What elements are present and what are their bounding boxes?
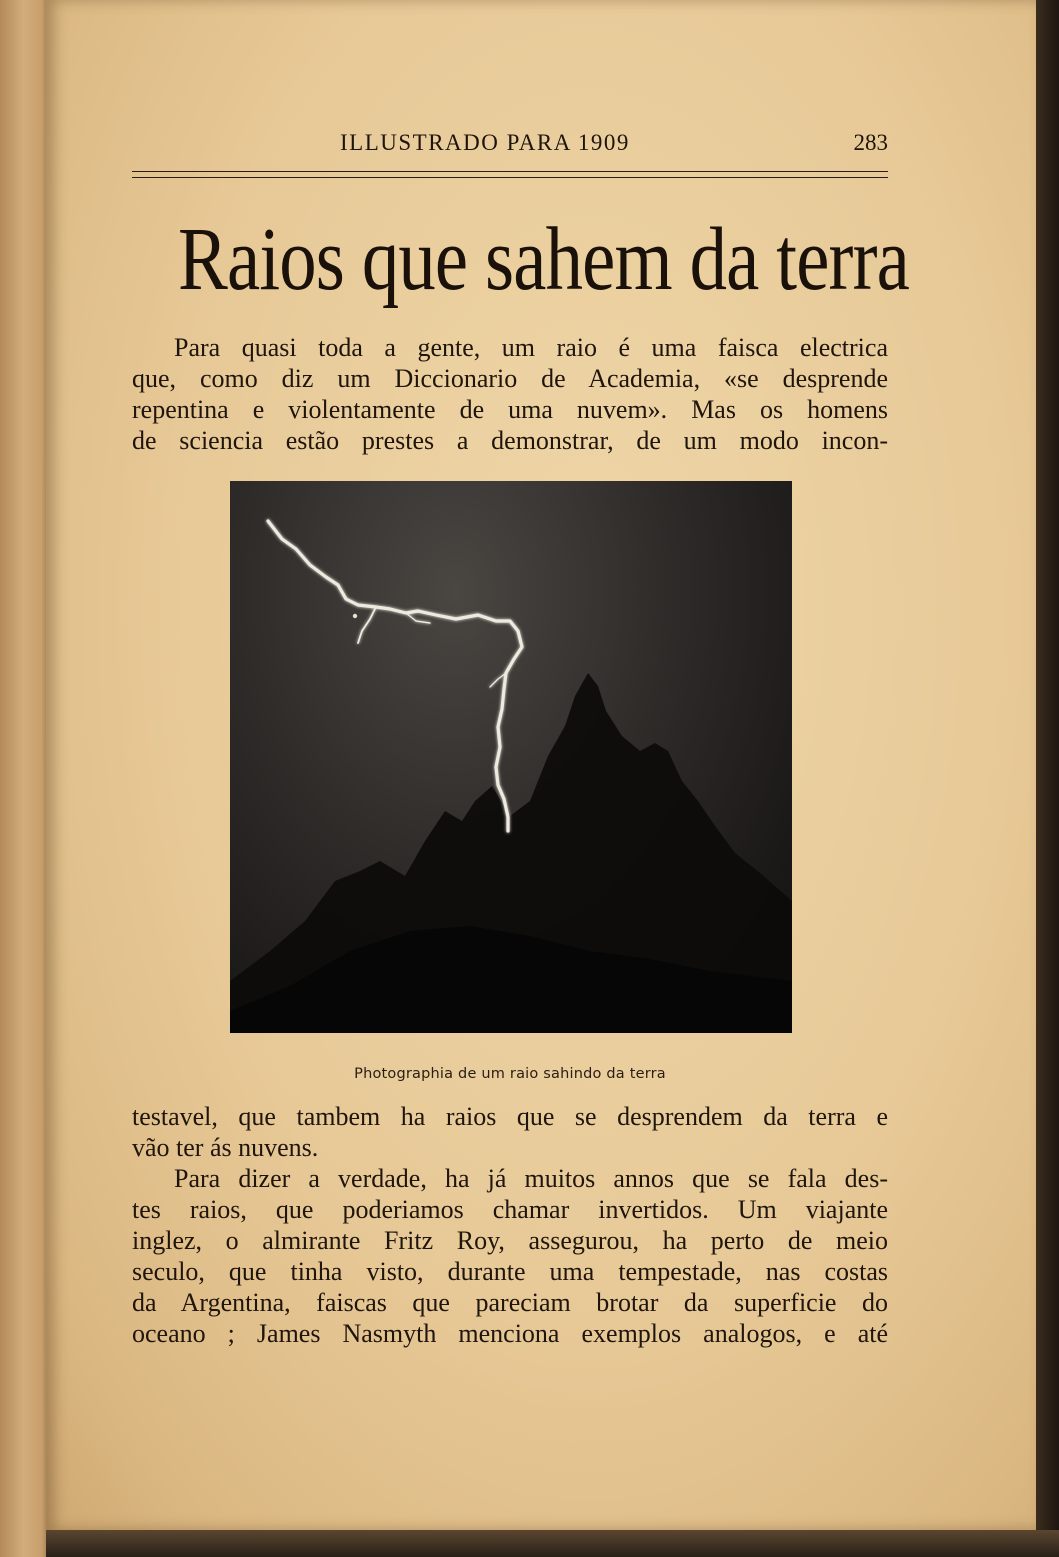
- paragraph-1: [132, 332, 888, 456]
- running-title: ILLUSTRADO PARA 1909: [340, 130, 630, 155]
- article-title: Raios que sahem da terra: [178, 210, 909, 309]
- text-line: repentina e violentamente de uma nuvem». Mas os homens: [132, 395, 888, 424]
- text-line: seculo, que tinha visto, durante uma tempestade, nas costas: [132, 1257, 888, 1286]
- text-line: tes raios, que poderiamos chamar invertidos. Um viajante: [132, 1195, 888, 1224]
- facing-page-edge: [0, 0, 52, 1557]
- figure-caption: Photographia de um raio sahindo da terra: [354, 1066, 666, 1082]
- text-line: Para dizer a verdade, ha já muitos annos que se fala des-: [174, 1164, 888, 1193]
- text-line: da Argentina, faiscas que pareciam brotar da superficie do: [132, 1288, 888, 1317]
- lightning-photo-art: [230, 481, 792, 1033]
- text-line: inglez, o almirante Fritz Roy, assegurou, ha perto de meio: [132, 1226, 888, 1255]
- text-line: de sciencia estão prestes a demonstrar, de um modo incon-: [132, 426, 888, 455]
- scan-background-bottom: [46, 1530, 1059, 1557]
- header-rule-top: [132, 171, 888, 172]
- paragraph-3: [132, 1163, 888, 1349]
- text-line: que, como diz um Diccionario de Academia, «se desprende: [132, 364, 888, 393]
- page-number: 283: [853, 130, 888, 155]
- paragraph-2: [132, 1101, 888, 1163]
- running-head: [130, 128, 890, 162]
- header-rule-bottom: [132, 177, 888, 178]
- scan-background-right: [1036, 0, 1059, 1557]
- text-line: vão ter ás nuvens.: [132, 1133, 319, 1162]
- text-line: oceano ; James Nasmyth menciona exemplos analogos, e até: [132, 1319, 888, 1348]
- text-line: testavel, que tambem ha raios que se desprendem da terra e: [132, 1102, 888, 1131]
- lightning-photograph: [230, 481, 792, 1033]
- text-line: Para quasi toda a gente, um raio é uma faisca electrica: [174, 333, 888, 362]
